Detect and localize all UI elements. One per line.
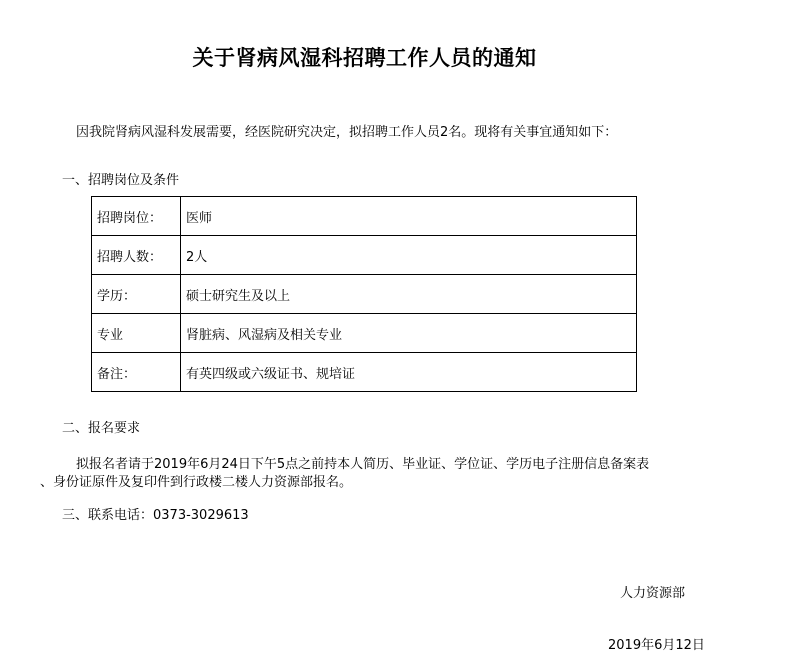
- row-label: 备注：: [92, 353, 181, 392]
- row-label: 专业: [92, 314, 181, 353]
- table-row: [92, 275, 637, 314]
- intro-paragraph: 因我院肾病风湿科发展需要，经医院研究决定，拟招聘工作人员2名。现将有关事宜通知如下：: [76, 125, 618, 140]
- table-row: [92, 314, 637, 353]
- signature-department: 人力资源部: [620, 586, 686, 601]
- registration-text-line1: 拟报名者请于2019年6月24日下午5点之前持本人简历、毕业证、学位证、学历电子注册信息备案表: [76, 457, 650, 472]
- table-row: [92, 197, 637, 236]
- table-row: [92, 236, 637, 275]
- section-heading-positions: 一、招聘岗位及条件: [62, 173, 180, 188]
- signature-date: 2019年6月12日: [608, 638, 705, 653]
- row-value: 肾脏病、风湿病及相关专业: [181, 314, 637, 353]
- contact-phone: 三、联系电话：0373-3029613: [62, 508, 249, 523]
- registration-text-line2: 、身份证原件及复印件到行政楼二楼人力资源部报名。: [40, 475, 353, 490]
- row-label: 学历：: [92, 275, 181, 314]
- section-heading-registration: 二、报名要求: [62, 421, 141, 436]
- requirements-table: [91, 196, 637, 392]
- row-value: 2人: [181, 236, 637, 275]
- table-row: [92, 353, 637, 392]
- row-value: 有英四级或六级证书、规培证: [181, 353, 637, 392]
- row-label: 招聘岗位：: [92, 197, 181, 236]
- row-value: 医师: [181, 197, 637, 236]
- notice-title: 关于肾病风湿科招聘工作人员的通知: [192, 45, 537, 70]
- row-value: 硕士研究生及以上: [181, 275, 637, 314]
- row-label: 招聘人数：: [92, 236, 181, 275]
